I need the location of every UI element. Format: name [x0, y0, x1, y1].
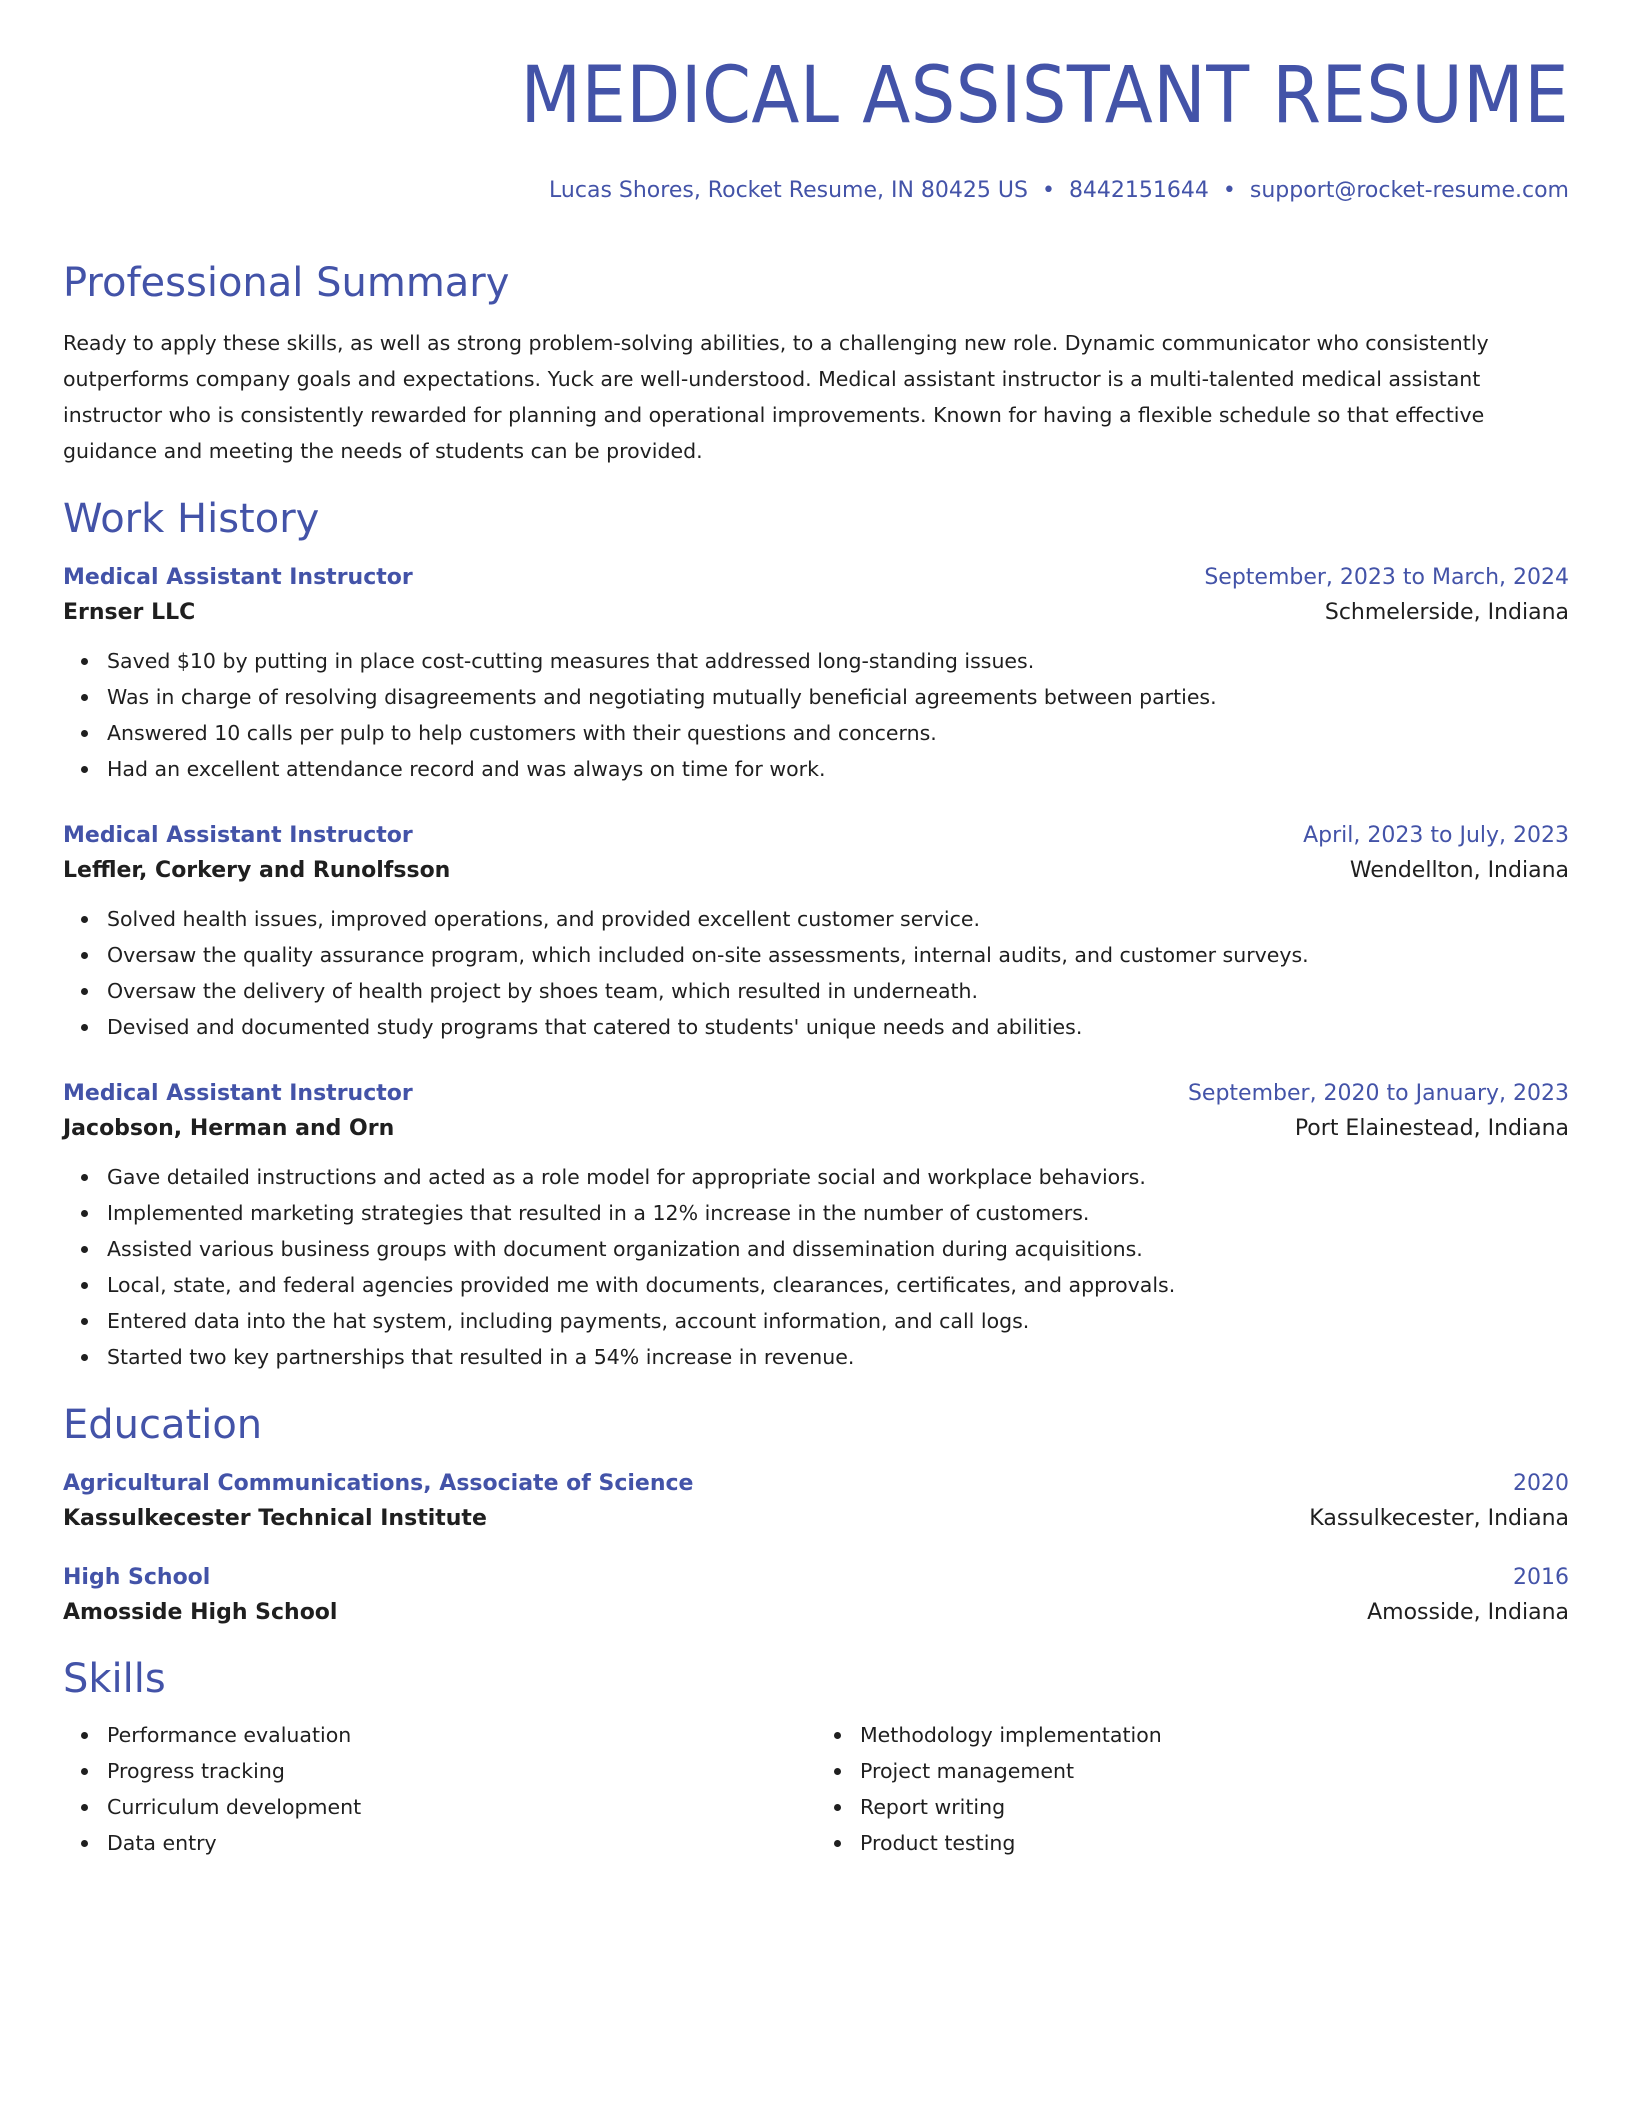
contact-address: Lucas Shores, Rocket Resume, IN 80425 US [549, 177, 1028, 203]
contact-separator: • [1041, 177, 1055, 203]
summary-text: Ready to apply these skills, as well as strong problem-solving abilities, to a challenging new role. Dynamic communicator who consistently outperforms company goals and expectations. Yuck are well-understood. Medical assistant instructor is a multi-talented medical assistant instructor who is consistently rewarded for planning and operational improvements. Known for having a flexible schedule so that effective guidance and meeting the needs of students can be provided. [63, 330, 1489, 463]
skills-column-right [816, 1717, 1569, 1861]
work-history-heading: Work History [63, 495, 320, 542]
skill-item: Product testing [860, 1825, 1569, 1861]
job-bullets [63, 1159, 1569, 1375]
job-role: Medical Assistant Instructor [63, 1080, 413, 1106]
skill-item: Report writing [860, 1789, 1569, 1825]
job-dates: September, 2020 to January, 2023 [1187, 1080, 1569, 1106]
skills-column-left [63, 1717, 816, 1861]
job-company: Jacobson, Herman and Orn [63, 1115, 395, 1141]
list-item: Oversaw the quality assurance program, which included on-site assessments, internal audits, and customer surveys. [107, 937, 1569, 973]
list-item: Oversaw the delivery of health project by shoes team, which resulted in underneath. [107, 973, 1569, 1009]
job-dates: April, 2023 to July, 2023 [1303, 822, 1569, 848]
job-location: Port Elainestead, Indiana [1294, 1115, 1569, 1141]
education-school: Kassulkecester Technical Institute [63, 1505, 487, 1531]
list-item: Answered 10 calls per pulp to help customers with their questions and concerns. [107, 715, 1569, 751]
list-item: Local, state, and federal agencies provided me with documents, clearances, certificates, and approvals. [107, 1267, 1569, 1303]
education-entry [63, 1565, 1569, 1625]
list-item: Gave detailed instructions and acted as a role model for appropriate social and workplace behaviors. [107, 1159, 1569, 1195]
resume-title: MEDICAL ASSISTANT RESUME [520, 51, 1570, 141]
skill-item: Progress tracking [107, 1753, 816, 1789]
skills-heading: Skills [63, 1655, 166, 1702]
job-company: Ernser LLC [63, 599, 196, 625]
skill-item: Methodology implementation [860, 1717, 1569, 1753]
education-year: 2020 [1513, 1470, 1569, 1496]
job-entry [63, 1081, 1569, 1375]
education-location: Amosside, Indiana [1367, 1599, 1569, 1625]
education-school: Amosside High School [63, 1599, 338, 1625]
skill-item: Curriculum development [107, 1789, 816, 1825]
list-item: Implemented marketing strategies that resulted in a 12% increase in the number of customers. [107, 1195, 1569, 1231]
job-role: Medical Assistant Instructor [63, 564, 413, 590]
job-role: Medical Assistant Instructor [63, 822, 413, 848]
education-location: Kassulkecester, Indiana [1309, 1505, 1569, 1531]
list-item: Entered data into the hat system, including payments, account information, and call logs. [107, 1303, 1569, 1339]
list-item: Devised and documented study programs that catered to students' unique needs and abilities. [107, 1009, 1569, 1045]
job-bullets [63, 643, 1569, 787]
list-item: Started two key partnerships that resulted in a 54% increase in revenue. [107, 1339, 1569, 1375]
skill-item: Data entry [107, 1825, 816, 1861]
job-bullets [63, 901, 1569, 1045]
summary-heading: Professional Summary [63, 259, 510, 306]
skill-item: Performance evaluation [107, 1717, 816, 1753]
skill-item: Project management [860, 1753, 1569, 1789]
job-dates: September, 2023 to March, 2024 [1204, 564, 1569, 590]
contact-email: support@rocket-resume.com [1249, 177, 1569, 203]
job-location: Schmelerside, Indiana [1324, 599, 1569, 625]
list-item: Assisted various business groups with document organization and dissemination during acquisitions. [107, 1231, 1569, 1267]
education-entry [63, 1471, 1569, 1531]
contact-phone: 8442151644 [1068, 177, 1209, 203]
contact-line [63, 178, 1569, 203]
education-heading: Education [63, 1401, 263, 1448]
list-item: Solved health issues, improved operations, and provided excellent customer service. [107, 901, 1569, 937]
education-degree: Agricultural Communications, Associate of Science [63, 1470, 694, 1496]
list-item: Saved $10 by putting in place cost-cutting measures that addressed long-standing issues. [107, 643, 1569, 679]
job-company: Leffler, Corkery and Runolfsson [63, 857, 451, 883]
skills-grid [63, 1717, 1569, 1861]
education-degree: High School [63, 1564, 211, 1590]
list-item: Had an excellent attendance record and was always on time for work. [107, 751, 1569, 787]
job-entry [63, 823, 1569, 1045]
job-location: Wendellton, Indiana [1349, 857, 1569, 883]
contact-separator: • [1222, 177, 1236, 203]
list-item: Was in charge of resolving disagreements and negotiating mutually beneficial agreements between parties. [107, 679, 1569, 715]
job-entry [63, 565, 1569, 787]
education-year: 2016 [1513, 1564, 1569, 1590]
